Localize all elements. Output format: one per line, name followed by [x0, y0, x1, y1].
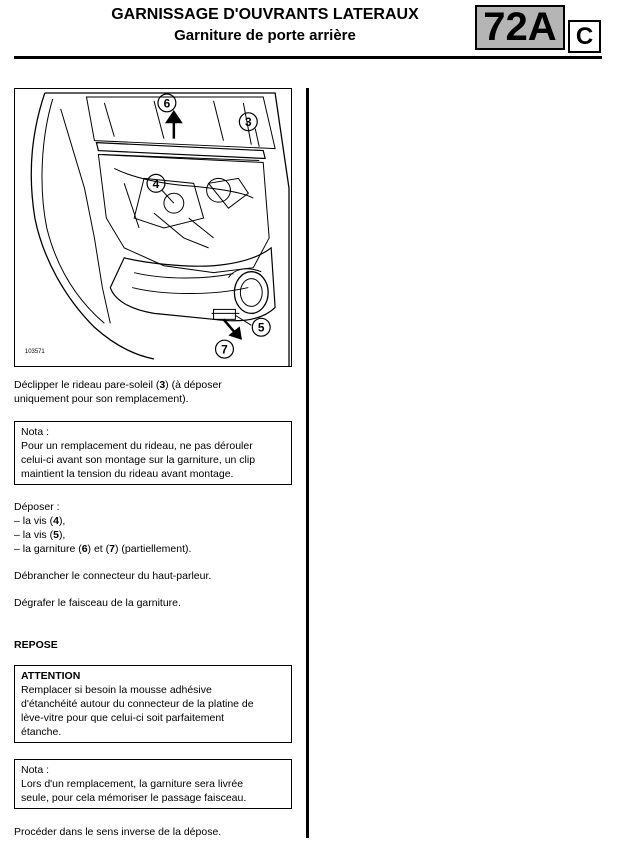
nota-box-1: Nota : Pour un remplacement du rideau, ne pas dérouler celui-ci avant son montage sur la garniture, un clip maintient la tension du rideau avant montage. — [14, 421, 292, 485]
list-item: – la vis (4), — [14, 515, 66, 527]
callout-6: 6 — [163, 96, 171, 111]
list-item: – la garniture (6) et (7) (partiellement). — [14, 543, 192, 555]
repose-heading: REPOSE — [14, 639, 58, 651]
deposer-heading: Déposer : — [14, 501, 60, 513]
attention-box: ATTENTION Remplacer si besoin la mousse adhésive d'étanchéité autour du connecteur de la platine de lève-vitre pour que celui-ci soit parfaitement étanche. — [14, 665, 292, 743]
instruction-connector: Débrancher le connecteur du haut-parleur. — [14, 570, 212, 582]
attention-label: ATTENTION — [21, 670, 81, 682]
figure-reference: 103571 — [24, 349, 45, 356]
column-divider — [306, 88, 309, 838]
section-code: 72A — [475, 5, 565, 50]
deposer-list — [14, 500, 304, 556]
page-subtitle: Garniture de porte arrière — [174, 27, 356, 44]
section-letter: C — [568, 20, 601, 53]
page-title: GARNISSAGE D'OUVRANTS LATERAUX — [111, 6, 419, 23]
door-trim-illustration — [14, 88, 292, 367]
instruction-reassembly: Procéder dans le sens inverse de la dépose. — [14, 826, 222, 838]
callout-7: 7 — [221, 342, 228, 357]
callout-3: 3 — [244, 115, 252, 130]
callout-5: 5 — [257, 320, 265, 335]
list-item: – la vis (5), — [14, 529, 66, 541]
callout-4: 4 — [152, 176, 160, 191]
nota-box-2: Nota : Lors d'un remplacement, la garniture sera livrée seule, pour cela mémoriser le passage faisceau. — [14, 759, 292, 809]
nota-label: Nota : — [21, 764, 50, 776]
instruction-declip: Déclipper le rideau pare-soleil (3) (à déposer uniquement pour son remplacement). — [14, 379, 222, 405]
header-rule — [14, 56, 602, 59]
instruction-harness: Dégrafer le faisceau de la garniture. — [14, 597, 181, 609]
nota-label: Nota : — [21, 426, 50, 438]
